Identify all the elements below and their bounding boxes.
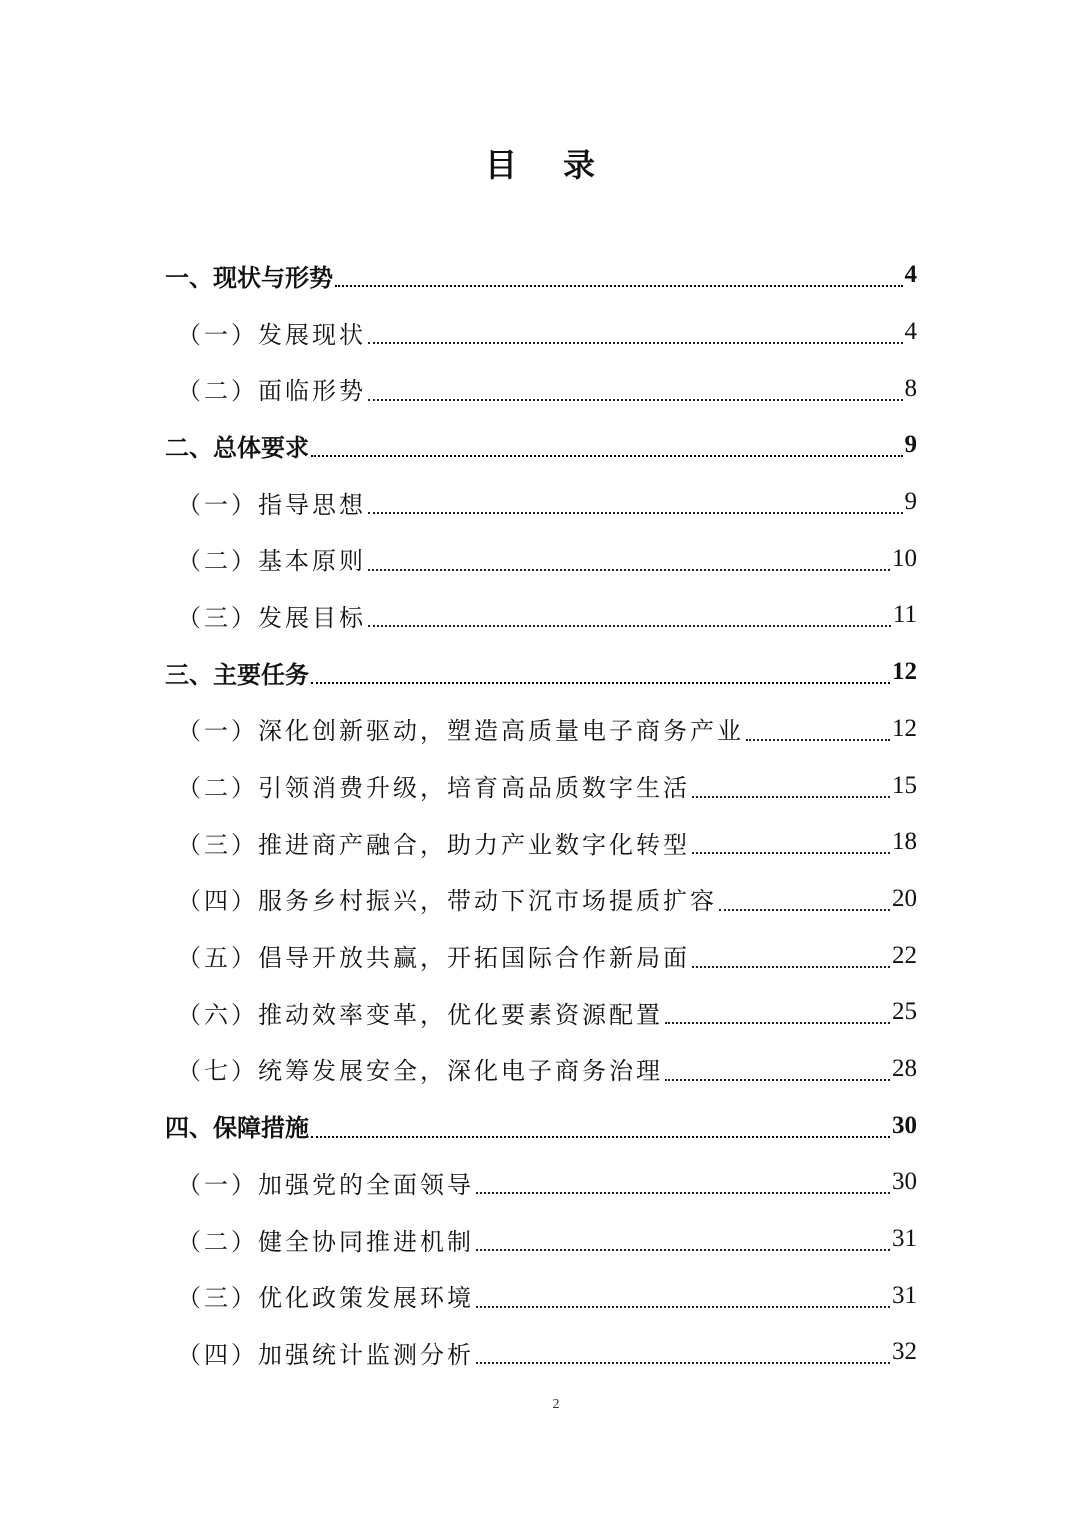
toc-entry-label: （四）服务乡村振兴，带动下沉市场提质扩容 xyxy=(177,887,717,916)
toc-entry-label: （二）面临形势 xyxy=(177,377,366,406)
toc-subsection-entry[interactable] xyxy=(165,1154,917,1211)
toc-dot-leader xyxy=(692,828,890,854)
page-title xyxy=(0,140,1080,186)
toc-subsection-entry[interactable] xyxy=(165,304,917,361)
toc-subsection-entry[interactable] xyxy=(165,871,917,928)
toc-section-entry[interactable] xyxy=(165,247,917,304)
toc-subsection-entry[interactable] xyxy=(165,474,917,531)
toc-page-number: 30 xyxy=(892,1168,917,1196)
toc-dot-leader xyxy=(476,1282,890,1308)
toc-subsection-entry[interactable] xyxy=(165,1211,917,1268)
toc-subsection-entry[interactable] xyxy=(165,530,917,587)
title-char-2: 录 xyxy=(563,146,596,184)
toc-dot-leader xyxy=(368,488,903,514)
toc-page-number: 30 xyxy=(892,1111,917,1139)
toc-section-entry[interactable] xyxy=(165,1097,917,1154)
toc-subsection-entry[interactable] xyxy=(165,1324,917,1381)
title-char-1: 目 xyxy=(484,146,517,184)
toc-dot-leader xyxy=(335,261,903,287)
toc-subsection-entry[interactable] xyxy=(165,984,917,1041)
toc-entry-label: 三、主要任务 xyxy=(165,660,309,689)
toc-entry-label: （五）倡导开放共赢，开拓国际合作新局面 xyxy=(177,944,690,973)
toc-dot-leader xyxy=(311,1112,890,1138)
toc-dot-leader xyxy=(719,885,890,911)
toc-page-number: 9 xyxy=(904,488,917,516)
toc-page-number: 25 xyxy=(892,998,917,1026)
toc-dot-leader xyxy=(311,658,890,684)
toc-entry-label: （三）优化政策发展环境 xyxy=(177,1284,474,1313)
toc-section-entry[interactable] xyxy=(165,644,917,701)
toc-dot-leader xyxy=(368,318,903,344)
toc-page-number: 18 xyxy=(892,828,917,856)
toc-dot-leader xyxy=(476,1338,890,1364)
toc-subsection-entry[interactable] xyxy=(165,757,917,814)
toc-page-number: 31 xyxy=(892,1281,917,1309)
toc-entry-label: 四、保障措施 xyxy=(165,1114,309,1143)
toc-dot-leader xyxy=(311,431,903,457)
toc-dot-leader xyxy=(368,545,890,571)
toc-entry-label: （三）发展目标 xyxy=(177,603,366,632)
toc-page-number: 4 xyxy=(904,261,917,289)
page-number: 2 xyxy=(552,1397,560,1412)
toc-page-number: 22 xyxy=(892,941,917,969)
toc-dot-leader xyxy=(665,1055,890,1081)
toc-dot-leader xyxy=(476,1168,890,1194)
toc-page-number: 4 xyxy=(904,318,917,346)
toc-entry-label: 一、现状与形势 xyxy=(165,263,333,292)
toc-entry-label: （三）推进商产融合，助力产业数字化转型 xyxy=(177,830,690,859)
toc-dot-leader xyxy=(368,375,903,401)
toc-entry-label: （二）健全协同推进机制 xyxy=(177,1227,474,1256)
toc-page-number: 8 xyxy=(904,374,917,402)
toc-entry-label: （一）指导思想 xyxy=(177,490,366,519)
toc-page-number: 20 xyxy=(892,884,917,912)
toc-subsection-entry[interactable] xyxy=(165,360,917,417)
toc-subsection-entry[interactable] xyxy=(165,1267,917,1324)
toc-entry-label: （六）推动效率变革，优化要素资源配置 xyxy=(177,1000,663,1029)
toc-dot-leader xyxy=(368,601,891,627)
toc-page-number: 10 xyxy=(892,544,917,572)
toc-entry-label: （一）发展现状 xyxy=(177,320,366,349)
toc-dot-leader xyxy=(692,942,890,968)
toc-page-number: 11 xyxy=(892,601,917,629)
toc-dot-leader xyxy=(692,772,890,798)
toc-subsection-entry[interactable] xyxy=(165,587,917,644)
toc-page-number: 31 xyxy=(892,1225,917,1253)
toc-dot-leader xyxy=(665,998,890,1024)
toc-entry-label: 二、总体要求 xyxy=(165,433,309,462)
toc-subsection-entry[interactable] xyxy=(165,1041,917,1098)
toc-page-number: 15 xyxy=(892,771,917,799)
toc-entry-label: （四）加强统计监测分析 xyxy=(177,1340,474,1369)
table-of-contents xyxy=(165,247,917,1381)
toc-section-entry[interactable] xyxy=(165,417,917,474)
toc-dot-leader xyxy=(746,715,890,741)
toc-page-number: 32 xyxy=(892,1338,917,1366)
toc-subsection-entry[interactable] xyxy=(165,701,917,758)
toc-page-number: 9 xyxy=(904,431,917,459)
toc-subsection-entry[interactable] xyxy=(165,814,917,871)
toc-page-number: 28 xyxy=(892,1054,917,1082)
toc-subsection-entry[interactable] xyxy=(165,927,917,984)
toc-entry-label: （二）基本原则 xyxy=(177,547,366,576)
toc-entry-label: （二）引领消费升级，培育高品质数字生活 xyxy=(177,774,690,803)
toc-entry-label: （七）统筹发展安全，深化电子商务治理 xyxy=(177,1057,663,1086)
toc-page-number: 12 xyxy=(892,658,917,686)
toc-entry-label: （一）加强党的全面领导 xyxy=(177,1170,474,1199)
toc-dot-leader xyxy=(476,1225,890,1251)
toc-page-number: 12 xyxy=(892,714,917,742)
toc-entry-label: （一）深化创新驱动，塑造高质量电子商务产业 xyxy=(177,717,744,746)
